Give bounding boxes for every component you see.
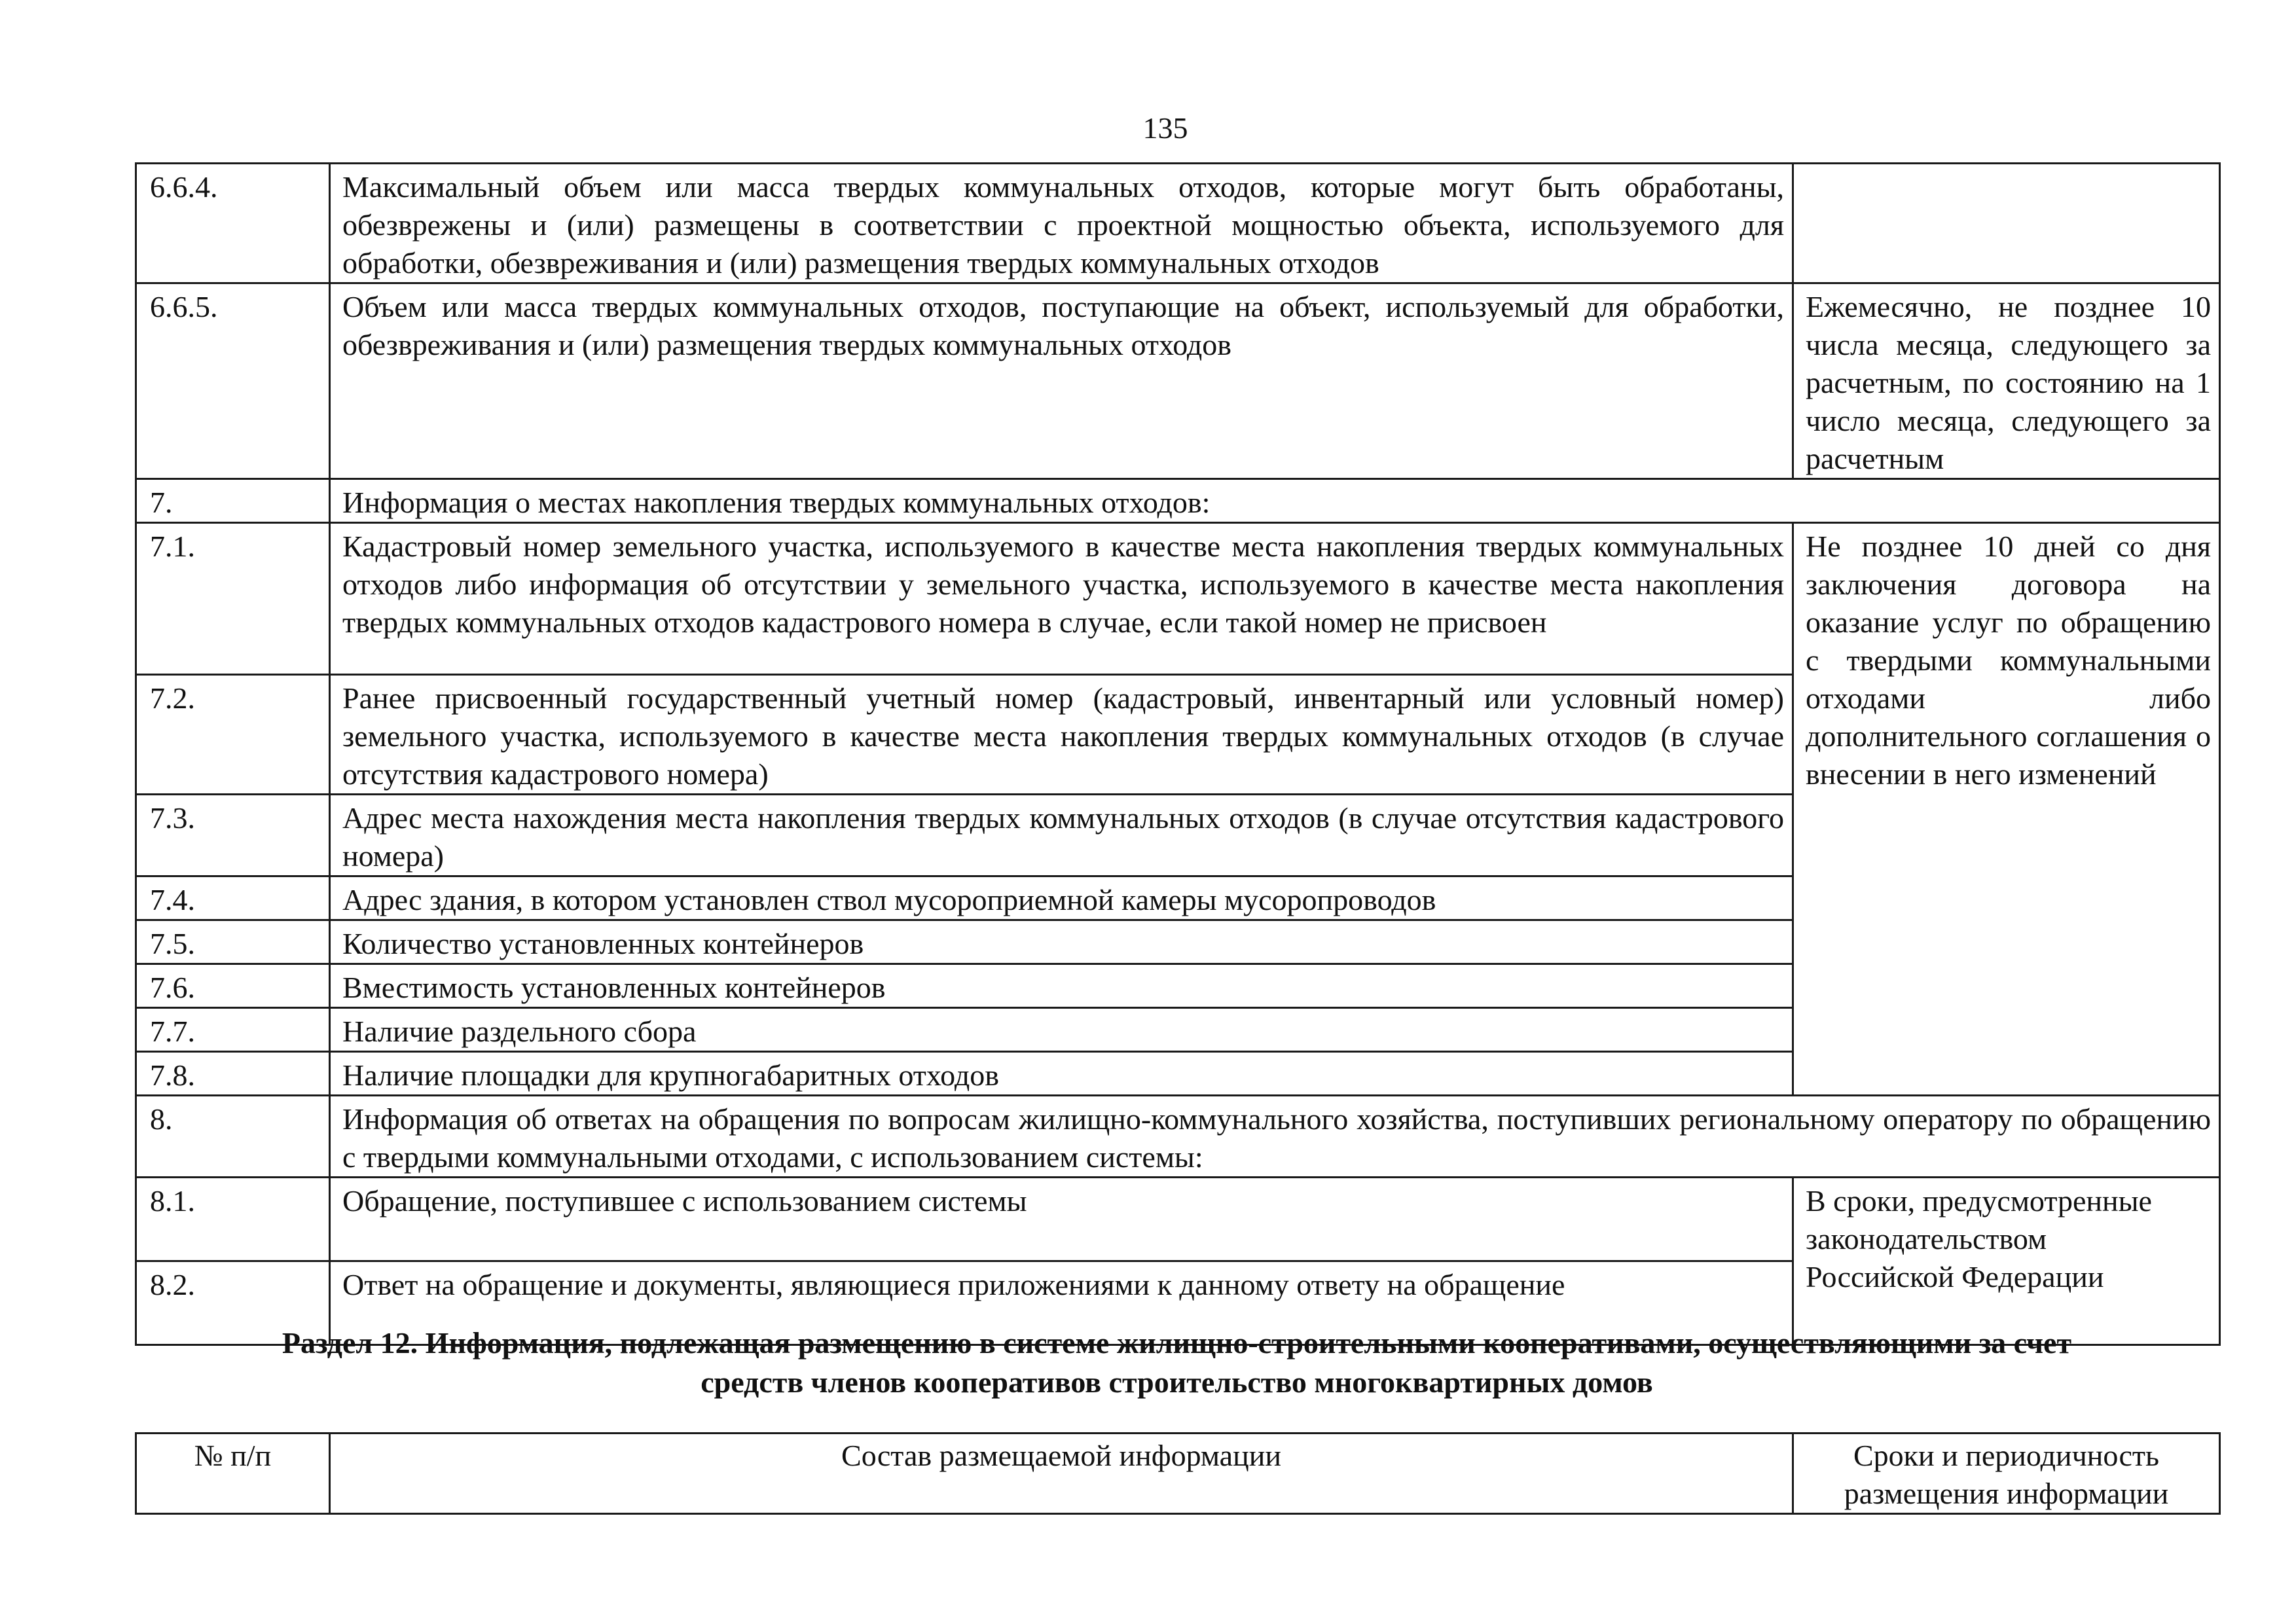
table-row — [136, 283, 2220, 479]
section-title — [135, 1324, 2219, 1402]
row-number: 7.5. — [136, 920, 330, 964]
header-col-deadline — [1793, 1434, 2220, 1514]
row-number: 8. — [136, 1096, 330, 1178]
row-number: 7.2. — [136, 675, 330, 795]
table-row — [136, 1096, 2220, 1178]
row-description: Информация о местах накопления твердых коммунальных отходов: — [330, 479, 2220, 523]
row-description: Адрес места нахождения места накопления твердых коммунальных отходов (в случае отсутствия кадастрового номера) — [330, 795, 1793, 876]
header-col-number: № п/п — [136, 1434, 330, 1514]
row-number: 7.3. — [136, 795, 330, 876]
section-title-line: средств членов кооперативов строительство многоквартирных домов — [701, 1365, 1653, 1399]
header-line: размещения информации — [1844, 1477, 2169, 1510]
row-deadline — [1793, 164, 2220, 283]
header-row — [136, 1434, 2220, 1514]
page-number: 135 — [1142, 111, 1188, 145]
row-number: 6.6.5. — [136, 283, 330, 479]
deadline-line: В сроки, предусмотренные — [1806, 1184, 2152, 1218]
row-description: Максимальный объем или масса твердых коммунальных отходов, которые могут быть обработаны, обезврежены и (или) размещены в соответствии с проектной мощностью объекта, используемого для обработки, обезвреживания и (или) размещения твердых коммунальных отходов — [330, 164, 1793, 283]
row-number: 7.7. — [136, 1008, 330, 1052]
information-table — [135, 162, 2221, 1346]
header-col-info: Состав размещаемой информации — [330, 1434, 1793, 1514]
row-number: 8.2. — [136, 1261, 330, 1345]
deadline-line: законодательством — [1806, 1222, 2047, 1255]
row-deadline: Не позднее 10 дней со дня заключения договора на оказание услуг по обращению с твердыми коммунальными отходами либо дополнительного соглашения о внесении в него изменений — [1793, 523, 2220, 1096]
table-row — [136, 164, 2220, 283]
table-row — [136, 1178, 2220, 1261]
row-number: 7.8. — [136, 1052, 330, 1096]
header-line: Сроки и периодичность — [1853, 1439, 2159, 1472]
row-deadline: Ежемесячно, не позднее 10 числа месяца, следующего за расчетным, по состоянию на 1 число месяца, следующего за расчетным — [1793, 283, 2220, 479]
row-description: Наличие площадки для крупногабаритных отходов — [330, 1052, 1793, 1096]
row-description: Кадастровый номер земельного участка, используемого в качестве места накопления твердых коммунальных отходов либо информация об отсутствии у земельного участка, используемого в качестве места накопления твердых коммунальных отходов кадастрового номера в случае, если такой номер не присвоен — [330, 523, 1793, 675]
row-deadline — [1793, 1178, 2220, 1345]
row-number: 6.6.4. — [136, 164, 330, 283]
table-row — [136, 479, 2220, 523]
row-number: 7. — [136, 479, 330, 523]
table-row — [136, 523, 2220, 675]
row-number: 8.1. — [136, 1178, 330, 1261]
row-number: 7.1. — [136, 523, 330, 675]
row-number: 7.4. — [136, 876, 330, 920]
row-description: Адрес здания, в котором установлен ствол мусороприемной камеры мусоропроводов — [330, 876, 1793, 920]
row-description: Наличие раздельного сбора — [330, 1008, 1793, 1052]
row-description: Объем или масса твердых коммунальных отходов, поступающие на объект, используемый для обработки, обезвреживания и (или) размещения твердых коммунальных отходов — [330, 283, 1793, 479]
section-header-table — [135, 1432, 2221, 1515]
row-description: Вместимость установленных контейнеров — [330, 964, 1793, 1008]
row-number: 7.6. — [136, 964, 330, 1008]
section-title-line: Раздел 12. Информация, подлежащая размещению в системе жилищно-строительными кооперативами, осуществляющими за счет — [282, 1326, 2072, 1360]
row-description: Ранее присвоенный государственный учетный номер (кадастровый, инвентарный или условный номер) земельного участка, используемого в качестве места накопления твердых коммунальных отходов (в случае отсутствия кадастрового номера) — [330, 675, 1793, 795]
deadline-line: Российской Федерации — [1806, 1260, 2104, 1293]
row-description: Количество установленных контейнеров — [330, 920, 1793, 964]
row-description: Ответ на обращение и документы, являющиеся приложениями к данному ответу на обращение — [330, 1261, 1793, 1345]
row-description: Информация об ответах на обращения по вопросам жилищно-коммунального хозяйства, поступивших региональному оператору по обращению с твердыми коммунальными отходами, с использованием системы: — [330, 1096, 2220, 1178]
row-description: Обращение, поступившее с использованием системы — [330, 1178, 1793, 1261]
